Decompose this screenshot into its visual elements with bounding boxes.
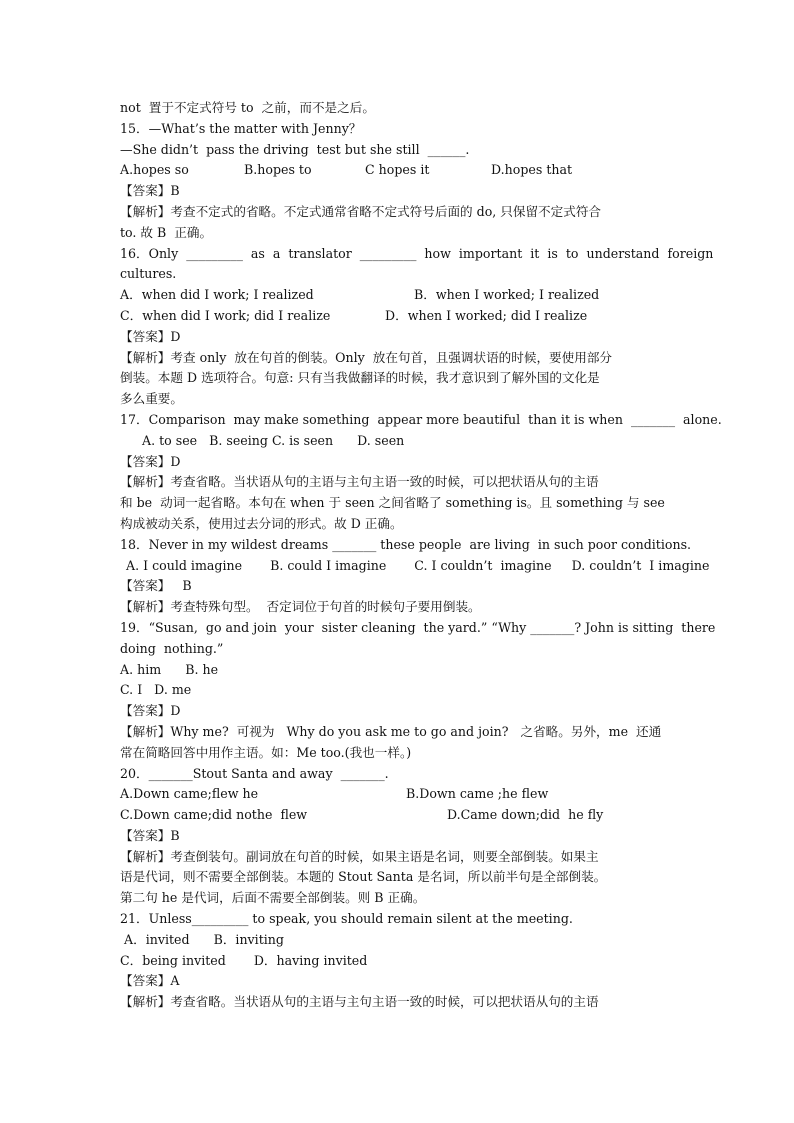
question-16-options-cd bbox=[120, 306, 676, 327]
explanation-17-cont2: 构成被动关系，使用过去分词的形式。故 D 正确。 bbox=[120, 515, 403, 531]
answer-21: 【答案】A bbox=[120, 973, 180, 989]
question-19-options-ab: A. him B. he bbox=[120, 661, 219, 677]
answer-20: 【答案】B bbox=[120, 827, 180, 843]
question-21-options-cd: C．being invited D．having invited bbox=[120, 952, 368, 968]
question-17-options: A. to see B. seeing C. is seen D. seen bbox=[142, 432, 405, 448]
explanation-17-cont: 和 be 动词一起省略。本句在 when 于 seen 之间省略了 something is。且 something 与 see bbox=[120, 495, 665, 511]
option-c: C hopes it bbox=[365, 162, 430, 178]
question-16: 16．Only _________ as a translator _________ how important it is to understand foreign bbox=[120, 245, 714, 261]
question-20-options-cd bbox=[120, 805, 676, 826]
explanation-20-cont2: 第二句 he 是代词，后面不需要全部倒装。则 B 正确。 bbox=[120, 890, 426, 906]
option-c: C.Down came;did nothe flew bbox=[120, 807, 308, 823]
explanation-16-cont2: 多么重要。 bbox=[120, 391, 183, 407]
option-d: D.Came down;did he fly bbox=[447, 807, 604, 823]
explanation-15: 【解析】考查不定式的省略。不定式通常省略不定式符号后面的 do, 只保留不定式符合 bbox=[120, 203, 602, 219]
question-19-options-cd: C. I D. me bbox=[120, 682, 192, 698]
explanation-21: 【解析】考查省略。当状语从句的主语与主句主语一致的时候，可以把状语从句的主语 bbox=[120, 994, 599, 1010]
question-15: 15．—What’s the matter with Jenny？ bbox=[120, 120, 362, 136]
question-15-options bbox=[120, 160, 676, 181]
document-page bbox=[120, 98, 722, 1013]
explanation-17: 【解析】考查省略。当状语从句的主语与主句主语一致的时候，可以把状语从句的主语 bbox=[120, 474, 599, 490]
option-d: D.hopes that bbox=[491, 162, 573, 178]
option-b: B．when I worked; I realized bbox=[414, 287, 600, 303]
option-a: A.hopes so bbox=[120, 162, 189, 178]
explanation-18: 【解析】考查特殊句型。 否定词位于句首的时候句子要用倒装。 bbox=[120, 599, 481, 615]
question-18-options: A. I could imagine B. could I imagine C. I couldn’t imagine D. couldn’t I imagine bbox=[126, 557, 710, 573]
option-d: D．when I worked; did I realize bbox=[385, 307, 588, 323]
question-21-options-ab: A．invited B．inviting bbox=[120, 931, 284, 947]
explanation-16: 【解析】考查 only 放在句首的倒装。Only 放在句首，且强调状语的时候，要使用部分 bbox=[120, 349, 613, 365]
question-20: 20．_______Stout Santa and away _______. bbox=[120, 765, 389, 781]
explanation-16-cont: 倒装。本题 D 选项符合。句意: 只有当我做翻译的时候，我才意识到了解外国的文化是 bbox=[120, 370, 600, 386]
explanation-15-cont: to. 故 B 正确。 bbox=[120, 224, 213, 240]
option-b: B.hopes to bbox=[244, 162, 312, 178]
question-21: 21．Unless_________ to speak, you should remain silent at the meeting. bbox=[120, 911, 573, 927]
answer-18: 【答案】 B bbox=[120, 578, 192, 594]
question-17: 17．Comparison may make something appear more beautiful than it is when _______ alone. bbox=[120, 411, 722, 427]
option-a: A.Down came;flew he bbox=[120, 786, 259, 802]
question-16-options-ab bbox=[120, 285, 676, 306]
explanation-20: 【解析】考查倒装句。副词放在句首的时候，如果主语是名词，则要全部倒装。如果主 bbox=[120, 848, 599, 864]
explanation-19: 【解析】Why me? 可视为 Why do you ask me to go and join? 之省略。另外，me 还通 bbox=[120, 723, 662, 739]
answer-16: 【答案】D bbox=[120, 328, 181, 344]
question-19-line2: doing nothing.” bbox=[120, 640, 224, 656]
question-16-line2: cultures. bbox=[120, 266, 177, 282]
option-a: A．when did I work; I realized bbox=[120, 287, 314, 303]
option-b: B.Down came ;he flew bbox=[406, 786, 549, 802]
question-19: 19．“Susan, go and join your sister cleaning the yard.” “Why _______? John is sitting there bbox=[120, 619, 716, 635]
answer-15: 【答案】B bbox=[120, 183, 180, 199]
text-line: not 置于不定式符号 to 之前，而不是之后。 bbox=[120, 100, 375, 115]
option-c: C．when did I work; did I realize bbox=[120, 307, 331, 323]
answer-19: 【答案】D bbox=[120, 703, 181, 719]
explanation-20-cont: 语是代词，则不需要全部倒装。本题的 Stout Santa 是名词，所以前半句是全部倒装。 bbox=[120, 869, 607, 885]
answer-17: 【答案】D bbox=[120, 453, 181, 469]
explanation-19-cont: 常在简略回答中用作主语。如：Me too.(我也一样。) bbox=[120, 744, 412, 760]
question-18: 18．Never in my wildest dreams _______ these people are living in such poor conditions. bbox=[120, 536, 692, 552]
question-15-line2: —She didn’t pass the driving test but she still ______. bbox=[120, 141, 470, 157]
question-20-options-ab bbox=[120, 784, 676, 805]
